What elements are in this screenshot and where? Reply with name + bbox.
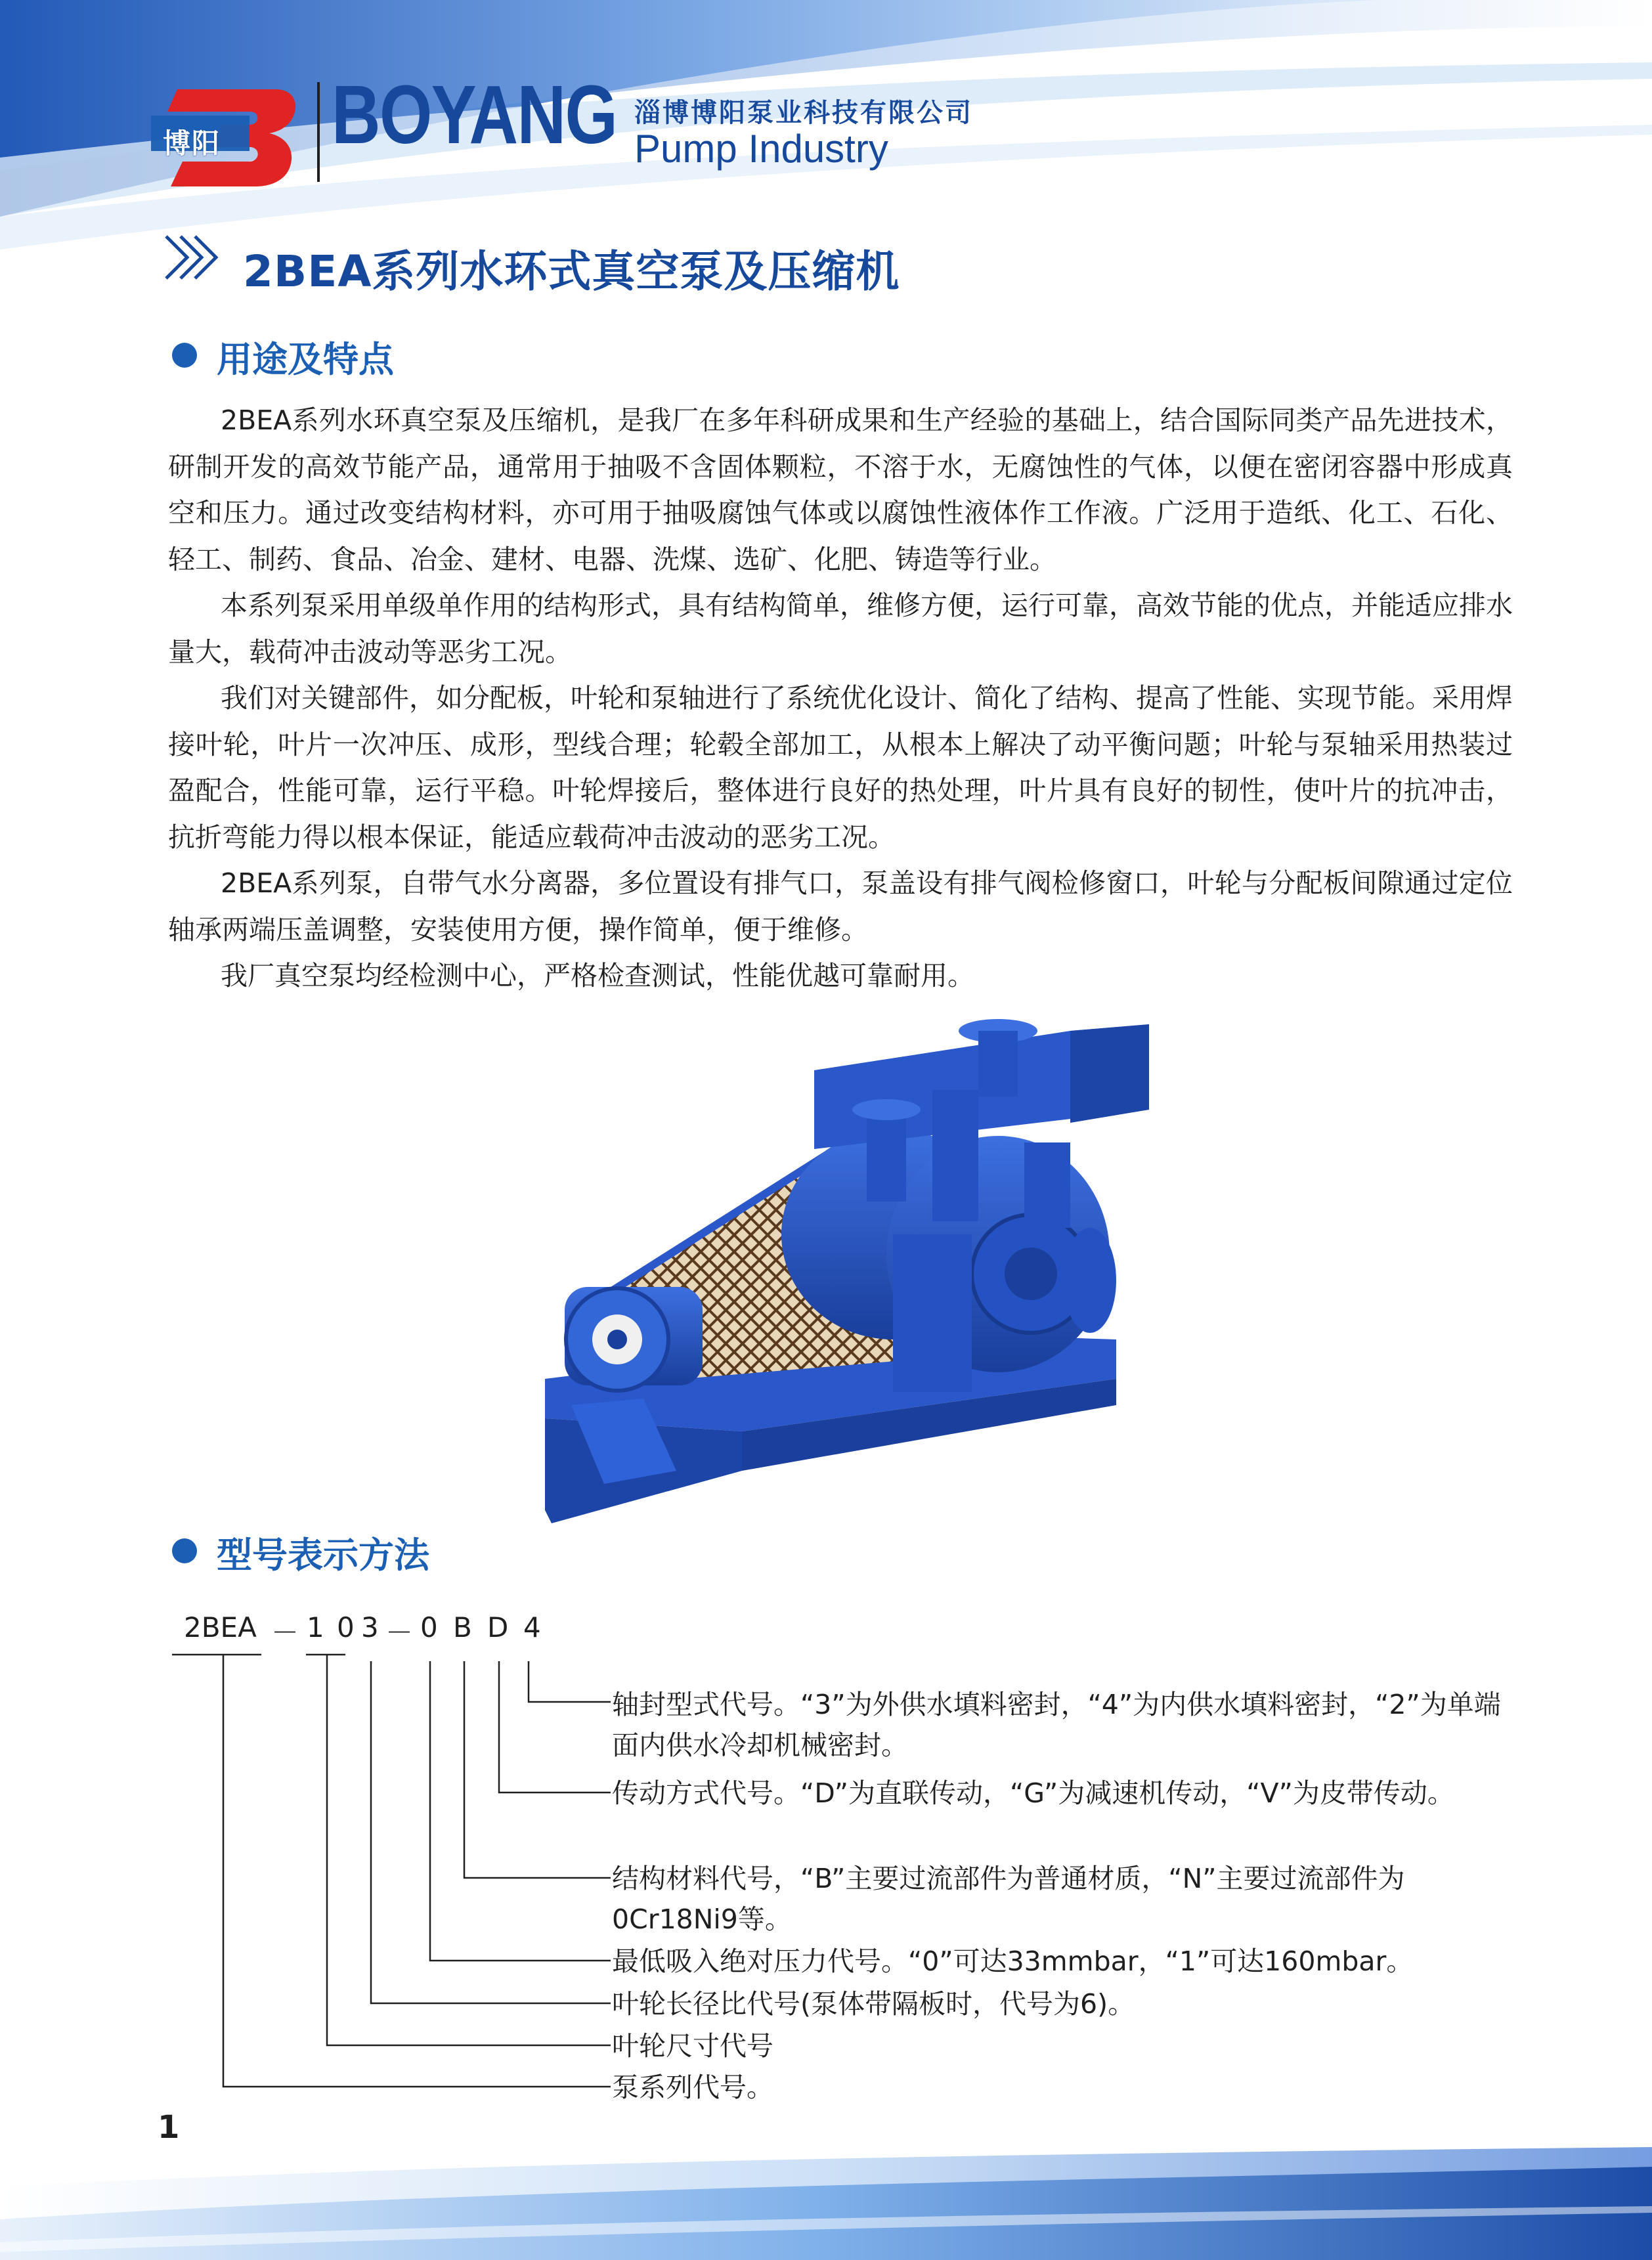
code-seal: 4 <box>523 1611 541 1643</box>
code-impeller-size-2: 0 <box>337 1611 355 1643</box>
series-code-description: 泵系列代号。 <box>612 2072 773 2103</box>
section-title-features: 用途及特点 <box>217 339 394 380</box>
title-chevron-icon <box>161 231 227 284</box>
pump-product-image <box>525 1011 1149 1530</box>
paragraph: 本系列泵采用单级单作用的结构形式，具有结构简单，维修方便，运行可靠，高效节能的优点，并能适应排水量大，载荷冲击波动等恶劣工况。 <box>168 590 1513 668</box>
material-code-description: 结构材料代号，“B”主要过流部件为普通材质，“N”主要过流部件为0Cr18Ni9等。 <box>612 1863 1405 1935</box>
aspect-ratio-code-description: 叶轮长径比代号(泵体带隔板时，代号为6)。 <box>612 1988 1135 2020</box>
code-drive: D <box>487 1611 509 1643</box>
code-material: B <box>453 1611 472 1643</box>
section-bullet-icon <box>172 1538 197 1563</box>
impeller-size-code-description: 叶轮尺寸代号 <box>612 2030 773 2062</box>
code-dash: － <box>385 1617 414 1649</box>
paragraph: 我厂真空泵均经检测中心，严格检查测试，性能优越可靠耐用。 <box>221 960 974 991</box>
code-pressure: 0 <box>420 1611 438 1643</box>
code-impeller-size-1: 1 <box>307 1611 324 1643</box>
company-name-cn: 淄博博阳泵业科技有限公司 <box>634 98 973 128</box>
section-bullet-icon <box>172 343 197 368</box>
logo-divider <box>317 82 320 182</box>
brand-name: BOYANG <box>332 68 617 161</box>
page-title: 2BEA系列水环式真空泵及压缩机 <box>243 246 900 297</box>
section-title-model: 型号表示方法 <box>217 1534 429 1576</box>
paragraph: 我们对关键部件，如分配板，叶轮和泵轴进行了系统优化设计、简化了结构、提高了性能、实现节能。采用焊接叶轮，叶片一次冲压、成形，型线合理；轮毂全部加工，从根本上解决了动平衡问题；叶轮与泵轴采用热装过盈配合，性能可靠，运行平稳。叶轮焊接后，整体进行良好的热处理，叶片具有良好的韧性，使叶片的抗冲击，抗折弯能力得以根本保证，能适应载荷冲击波动的恶劣工况。 <box>168 682 1513 853</box>
drive-code-description: 传动方式代号。“D”为直联传动，“G”为减速机传动，“V”为皮带传动。 <box>612 1777 1454 1809</box>
code-series: 2BEA <box>184 1611 257 1643</box>
seal-code-description: 轴封型式代号。“3”为外供水填料密封，“4”为内供水填料密封，“2”为单端面内供水冷却机械密封。 <box>612 1689 1501 1761</box>
features-text <box>168 397 1513 999</box>
paragraph: 2BEA系列水环真空泵及压缩机，是我厂在多年科研成果和生产经验的基础上，结合国际同类产品先进技术，研制开发的高效节能产品，通常用于抽吸不含固体颗粒，不溶于水，无腐蚀性的气体，以便在密闭容器中形成真空和压力。通过改变结构材料，亦可用于抽吸腐蚀气体或以腐蚀性液体作工作液。广泛用于造纸、化工、石化、轻工、制药、食品、冶金、建材、电器、洗煤、选矿、化肥、铸造等行业。 <box>168 404 1513 575</box>
logo-text: 博阳 <box>163 127 221 160</box>
code-aspect-ratio: 3 <box>361 1611 379 1643</box>
paragraph: 2BEA系列泵，自带气水分离器，多位置设有排气口，泵盖设有排气阀检修窗口，叶轮与分配板间隙通过定位轴承两端压盖调整，安装使用方便，操作简单，便于维修。 <box>168 867 1513 945</box>
pressure-code-description: 最低吸入绝对压力代号。“0”可达33mmbar，“1”可达160mbar。 <box>612 1945 1414 1977</box>
page-number: 1 <box>158 2109 180 2146</box>
model-code-connectors <box>164 1648 624 2108</box>
footer-background-bands <box>0 2134 1652 2260</box>
company-name-en: Pump Industry <box>634 127 888 171</box>
code-dash: － <box>271 1617 299 1649</box>
